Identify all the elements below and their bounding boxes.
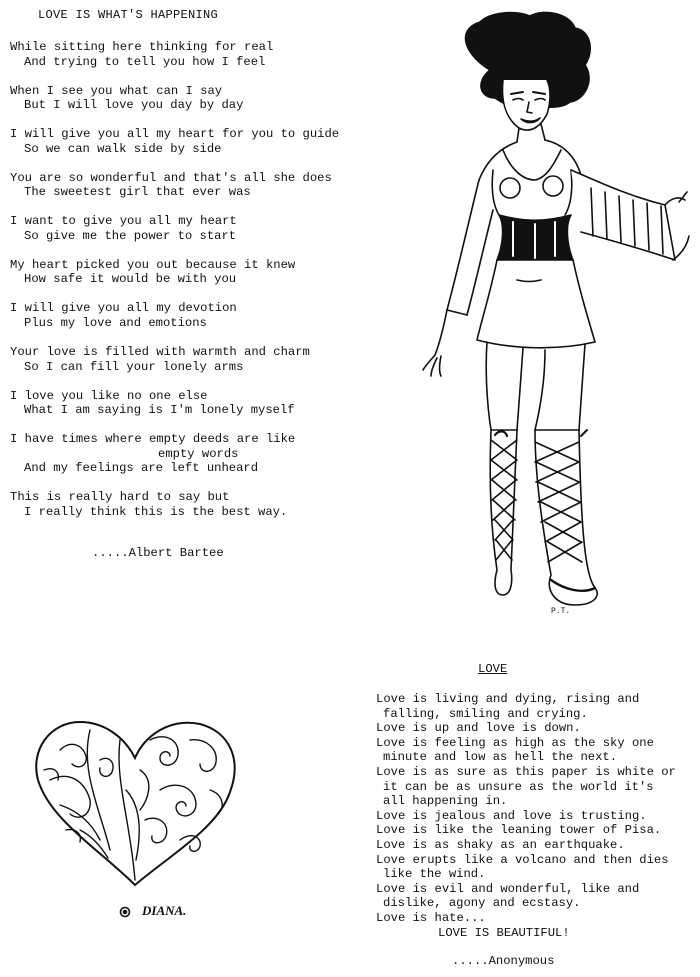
poem-line: Love is feeling as high as the sky one — [376, 735, 654, 750]
poem-author: .....Albert Bartee — [92, 546, 224, 560]
poem-line: Love erupts like a volcano and then dies — [376, 852, 669, 867]
poem-line: Your love is filled with warmth and charm — [10, 345, 310, 360]
poem-title: LOVE IS WHAT'S HAPPENING — [38, 8, 219, 22]
poem-line: While sitting here thinking for real — [10, 40, 274, 54]
poem-line: How safe it would be with you — [24, 272, 237, 287]
poem-line: LOVE IS BEAUTIFUL! — [438, 925, 570, 940]
poem-line: You are so wonderful and that's all she does — [10, 170, 332, 185]
poem-line: Plus my love and emotions — [24, 316, 207, 331]
poem-line: empty words — [158, 446, 239, 461]
poem-line: I have times where empty deeds are like — [10, 432, 296, 447]
poem-line: When I see you what can I say — [10, 83, 223, 98]
poem-line: I want to give you all my heart — [10, 214, 237, 229]
poem-line: Love is evil and wonderful, like and — [376, 881, 640, 896]
stanza — [10, 40, 370, 69]
stanza — [10, 214, 370, 243]
stanza — [10, 84, 370, 113]
poem-line: I will give you all my devotion — [10, 301, 237, 316]
poem-title: LOVE — [478, 662, 508, 676]
poem-line: What I am saying is I'm lonely myself — [24, 403, 295, 418]
poem-line: Love is like the leaning tower of Pisa. — [376, 823, 662, 838]
stanza — [10, 127, 370, 156]
poem-line: My heart picked you out because it knew — [10, 257, 296, 272]
poem-line: dislike, agony and ecstasy. — [383, 896, 581, 911]
poem-line: Love is living and dying, rising and — [376, 692, 640, 706]
poem-line: Love is jealous and love is trusting. — [376, 808, 647, 823]
poem-line: it can be as unsure as the world it's — [383, 779, 654, 794]
poem-line: all happening in. — [383, 794, 508, 809]
poem-line: So I can fill your lonely arms — [24, 359, 244, 374]
poem-line: And my feelings are left unheard — [24, 461, 259, 476]
stanza — [10, 301, 370, 330]
stanza — [10, 171, 370, 200]
poem-line: The sweetest girl that ever was — [24, 185, 251, 200]
poem-line: Love is as sure as this paper is white or — [376, 764, 676, 779]
poem-line: minute and low as hell the next. — [383, 750, 618, 765]
poem-line: falling, smiling and crying. — [383, 706, 588, 721]
stanza — [10, 432, 370, 476]
poem-line: So give me the power to start — [24, 228, 237, 243]
poem-body — [376, 692, 696, 940]
artist-initials: P.T. — [551, 607, 571, 616]
poem-line: Love is hate... — [376, 910, 486, 925]
heart-drawing — [30, 710, 245, 925]
poem-line: Love is up and love is down. — [376, 721, 581, 736]
poem-line: But I will love you day by day — [24, 98, 244, 113]
poem-body — [10, 40, 370, 534]
woman-illustration — [395, 10, 695, 620]
poem-line: Love is as shaky as an earthquake. — [376, 837, 625, 852]
artist-signature: DIANA. — [142, 903, 187, 918]
poem-line: So we can walk side by side — [24, 141, 222, 156]
poem-line: And trying to tell you how I feel — [24, 54, 266, 69]
poem-line: This is really hard to say but — [10, 490, 230, 505]
stanza — [10, 389, 370, 418]
stanza — [10, 490, 370, 519]
poem-line: I love you like no one else — [10, 388, 208, 403]
poem-line: I will give you all my heart for you to guide — [10, 127, 340, 142]
stanza — [10, 258, 370, 287]
stanza — [10, 345, 370, 374]
poem-author: .....Anonymous — [452, 954, 555, 968]
poem-line: like the wind. — [383, 867, 486, 882]
poem-line: I really think this is the best way. — [24, 504, 288, 519]
